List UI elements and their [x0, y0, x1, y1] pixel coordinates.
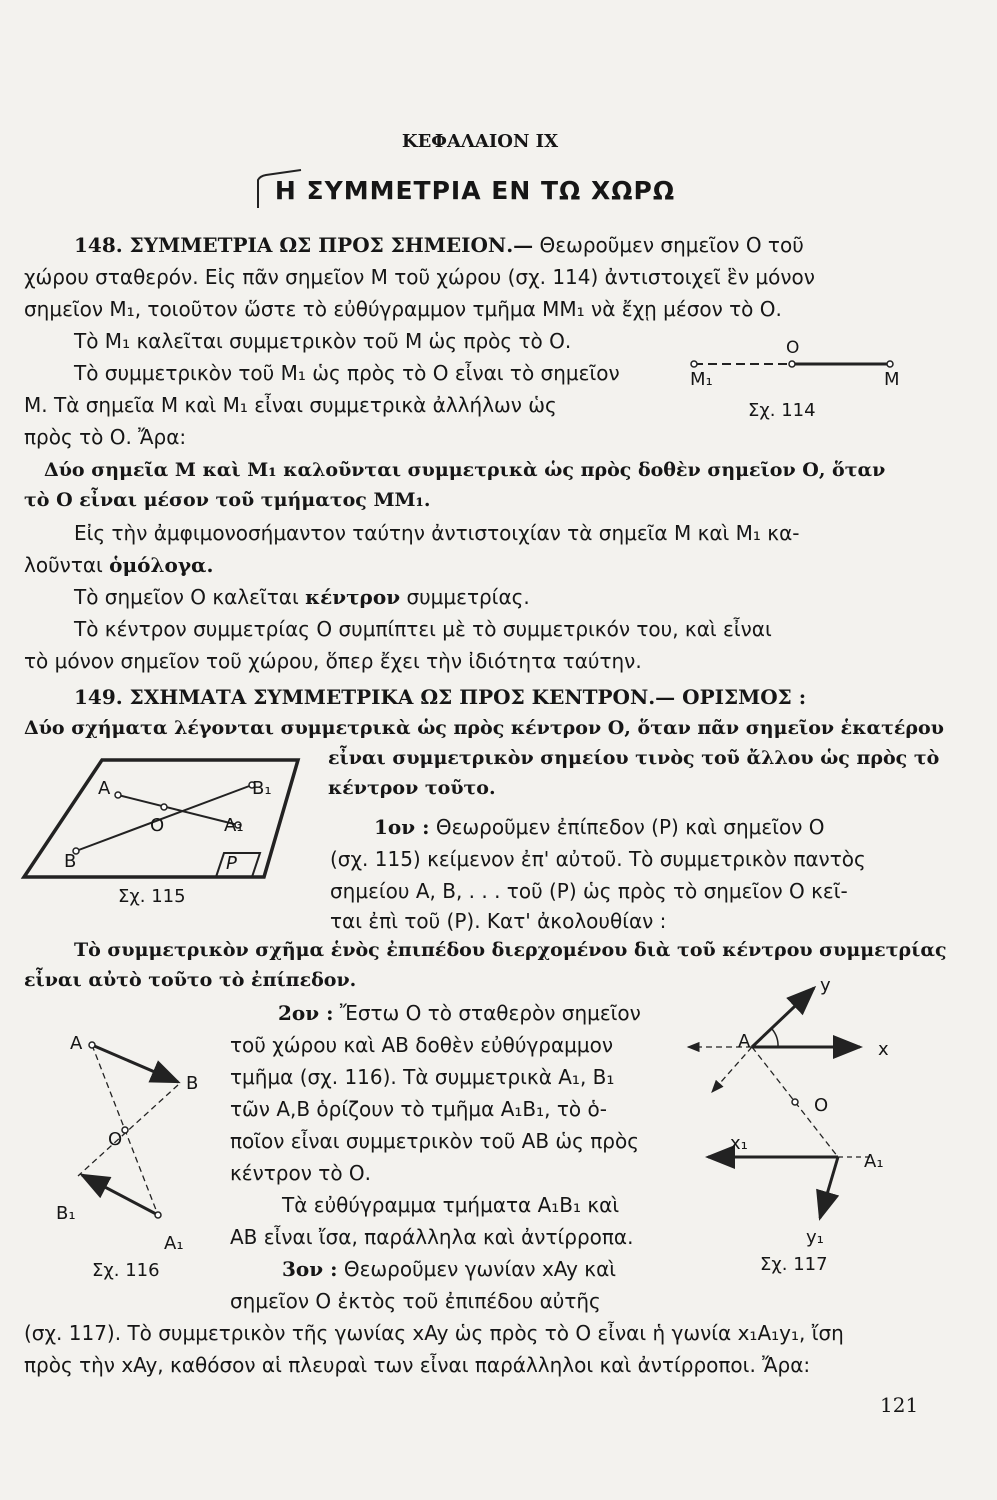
definition-149-line-3: κέντρον τοῦτο. [328, 777, 496, 799]
point-a1 [155, 1212, 161, 1218]
section-149-heading: 149. ΣΧΗΜΑΤΑ ΣΥΜΜΕΤΡΙΚΑ ΩΣ ΠΡΟΣ ΚΕΝΤΡΟΝ.— ΟΡΙΣΜΟΣ : [74, 685, 807, 709]
text-line: ται ἐπὶ τοῦ (Ρ). Κατ' ἀκολουθίαν : [330, 909, 667, 933]
caption-fig-116: Σχ. 116 [92, 1260, 160, 1281]
definition-148-line-1: Δύο σημεῖα Μ καὶ Μ₁ καλοῦνται συμμετρικὰ ὡς πρὸς δοθὲν σημεῖον Ο, ὅταν [44, 459, 886, 481]
segment-a-a1 [118, 795, 238, 825]
text-line: τμῆμα (σχ. 116). Τὰ συμμετρικὰ Α₁, Β₁ [230, 1065, 615, 1089]
text-line: τὸ μόνον σημεῖον τοῦ χώρου, ὅπερ ἔχει τὴν ἰδιότητα ταύτην. [24, 649, 642, 673]
caption-fig-115: Σχ. 115 [118, 886, 186, 907]
text-line: (σχ. 115) κείμενον ἐπ' αὐτοῦ. Τὸ συμμετρικὸν παντὸς [330, 847, 866, 871]
definition-149-line-1: Δύο σχήματα λέγονται συμμετρικὰ ὡς πρὸς κέντρον Ο, ὅταν πᾶν σημεῖον ἑκατέρου [24, 717, 944, 739]
text-line: τῶν Α,Β ὁρίζουν τὸ τμῆμα Α₁Β₁, τὸ ὁ- [230, 1097, 607, 1121]
text-line: ποῖον εἶναι συμμετρικὸν τοῦ ΑΒ ὡς πρὸς [230, 1129, 639, 1153]
point-o [161, 804, 167, 810]
label-a1: A₁ [864, 1151, 884, 1172]
chapter-title: Η ΣΥΜΜΕΤΡΙΑ ΕΝ ΤΩ ΧΩΡΩ [274, 176, 676, 205]
plane-label-box [216, 853, 260, 877]
text-line: τοῦ χώρου καὶ ΑΒ δοθὲν εὐθύγραμμον [230, 1033, 614, 1057]
section-148-heading: 148. ΣΥΜΜΕΤΡΙΑ ΩΣ ΠΡΟΣ ΣΗΜΕΙΟΝ.— [74, 233, 534, 257]
case-3-label: 3ον : [282, 1257, 338, 1281]
text-line: σημεῖον Μ₁, τοιοῦτον ὥστε τὸ εὐθύγραμμον τμῆμα ΜΜ₁ νὰ ἔχῃ μέσον τὸ Ο. [24, 297, 782, 321]
definition-149-line-2: εἶναι συμμετρικὸν σημείου τινὸς τοῦ ἄλλου ὡς πρὸς τὸ [328, 747, 940, 769]
label-a: A [738, 1031, 751, 1052]
text-line: Τὸ Μ₁ καλεῖται συμμετρικὸν τοῦ Μ ὡς πρὸς τὸ Ο. [74, 329, 572, 353]
result-line-2: εἶναι αὐτὸ τοῦτο τὸ ἐπίπεδον. [24, 969, 357, 991]
label-o: O [814, 1095, 829, 1116]
page-number: 121 [880, 1393, 919, 1417]
label-b1: B₁ [56, 1203, 76, 1224]
text-line: Μ. Τὰ σημεῖα Μ καὶ Μ₁ εἶναι συμμετρικὰ ἀλλήλων ὡς [24, 393, 557, 417]
text-line: Τὰ εὐθύγραμμα τμήματα Α₁Β₁ καὶ [282, 1193, 620, 1217]
figure-116 [60, 1030, 210, 1250]
label-x1: x₁ [730, 1133, 748, 1154]
label-o: O [108, 1129, 123, 1150]
label-y: y [820, 975, 831, 996]
label-m: Μ [884, 369, 900, 390]
case-1-label: 1ον : [374, 815, 430, 839]
label-o: O [150, 815, 165, 836]
point-a [89, 1042, 95, 1048]
label-a: A [98, 778, 111, 799]
text-line: Τὸ σημεῖον Ο καλεῖται κέντρον συμμετρίας. [74, 585, 530, 609]
text-line: σημεῖον Ο ἐκτὸς τοῦ ἐπιπέδου αὐτῆς [230, 1289, 601, 1313]
text-line: ΑΒ εἶναι ἴσα, παράλληλα καὶ ἀντίρροπα. [230, 1225, 634, 1249]
result-line-1: Τὸ συμμετρικὸν σχῆμα ἑνὸς ἐπιπέδου διερχομένου διὰ τοῦ κέντρου συμμετρίας [74, 939, 947, 961]
case-2-label: 2ον : [278, 1001, 334, 1025]
definition-148-line-2: τὸ Ο εἶναι μέσον τοῦ τμήματος ΜΜ₁. [24, 489, 431, 511]
text-line: (σχ. 117). Τὸ συμμετρικὸν τῆς γωνίας xAy ὡς πρὸς τὸ Ο εἶναι ἡ γωνία x₁A₁y₁, ἴση [24, 1321, 844, 1345]
point-o [122, 1127, 128, 1133]
text-line: 3ον : Θεωροῦμεν γωνίαν xAy καὶ [282, 1257, 617, 1281]
label-a: A [70, 1033, 83, 1054]
point-o [789, 361, 795, 367]
label-m1: Μ₁ [690, 369, 713, 390]
label-b: B [64, 851, 77, 872]
text-line: σημείου Α, Β, . . . τοῦ (Ρ) ὡς πρὸς τὸ σημεῖον Ο κεῖ- [330, 879, 848, 903]
point-a [115, 792, 121, 798]
text-line: Τὸ συμμετρικὸν τοῦ Μ₁ ὡς πρὸς τὸ Ο εἶναι τὸ σημεῖον [74, 361, 620, 385]
label-o: O [786, 338, 800, 358]
term-homologous: ὁμόλογα. [109, 553, 214, 577]
label-b: B [186, 1073, 199, 1094]
label-a1: A₁ [224, 815, 244, 836]
label-a1: A₁ [164, 1233, 184, 1254]
ray-a1y1 [820, 1157, 838, 1218]
text-line: Τὸ κέντρον συμμετρίας Ο συμπίπτει μὲ τὸ συμμετρικόν του, καὶ εἶναι [74, 617, 772, 641]
figure-117 [680, 980, 910, 1250]
text-line: λοῦνται ὁμόλογα. [24, 553, 214, 577]
term-center: κέντρον [305, 585, 401, 609]
label-x: x [878, 1039, 889, 1060]
text-line: 1ον : Θεωροῦμεν ἐπίπεδον (Ρ) καὶ σημεῖον Ο [374, 815, 825, 839]
section-148-line-1: 148. ΣΥΜΜΕΤΡΙΑ ΩΣ ΠΡΟΣ ΣΗΜΕΙΟΝ.— Θεωροῦμεν σημεῖον Ο τοῦ [74, 233, 804, 257]
angle-arc [772, 1029, 778, 1047]
chapter-label: ΚΕΦΑΛΑΙΟΝ IX [401, 131, 559, 152]
text-line: 2ον : Ἔστω Ο τὸ σταθερὸν σημεῖον [278, 1001, 641, 1025]
text-line: πρὸς τὴν xAy, καθόσον αἱ πλευραὶ των εἶναι παράλληλοι καὶ ἀντίρροποι. Ἄρα: [24, 1353, 811, 1377]
point-o [792, 1099, 798, 1105]
label-p: P [226, 853, 237, 874]
label-y1: y₁ [806, 1227, 824, 1248]
segment-a1b1 [82, 1175, 158, 1215]
ray-ay [752, 988, 814, 1047]
text-line: κέντρον τὸ Ο. [230, 1161, 372, 1185]
text-line: χώρου σταθερόν. Εἰς πᾶν σημεῖον Μ τοῦ χώρου (σχ. 114) ἀντιστοιχεῖ ἓν μόνον [24, 265, 815, 289]
caption-fig-117: Σχ. 117 [760, 1254, 828, 1275]
text-line: Εἰς τὴν ἀμφιμονοσήμαντον ταύτην ἀντιστοιχίαν τὰ σημεῖα Μ καὶ Μ₁ κα- [74, 521, 800, 545]
text-line: πρὸς τὸ Ο. Ἄρα: [24, 425, 187, 449]
caption-fig-114: Σχ. 114 [748, 400, 816, 421]
label-b1: B₁ [252, 778, 272, 799]
